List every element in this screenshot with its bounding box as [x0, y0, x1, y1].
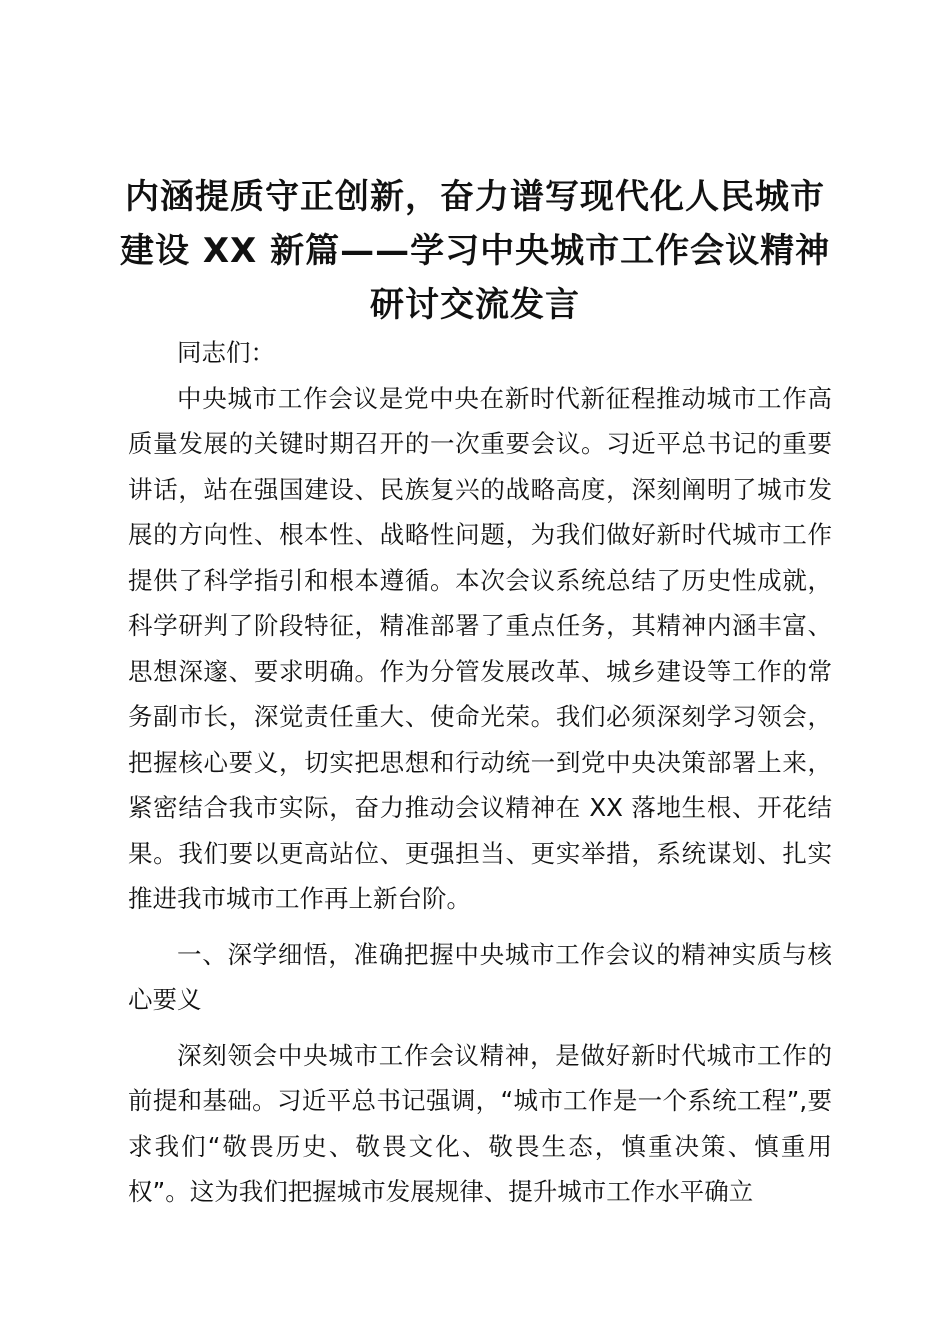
salutation: 同志们： [177, 338, 275, 367]
title-line-1: 内涵提质守正创新，奋力谱写现代化人民城市 [125, 177, 825, 217]
title-line-3: 研讨交流发言 [370, 285, 580, 325]
paragraph-section-1: 深刻领会中央城市工作会议精神，是做好新时代城市工作的前提和基础。习近平总书记强调，“城市工作是一个系统工程”,要求我们“敬畏历史、敬畏文化、敬畏生态，慎重决策、慎重用权”。这为我们把握城市发展规律、提升城市工作水平确立 [128, 1040, 832, 1206]
document-body [128, 330, 832, 1215]
paragraph-intro: 中央城市工作会议是党中央在新时代新征程推动城市工作高质量发展的关键时期召开的一次重要会议。习近平总书记的重要讲话，站在强国建设、民族复兴的战略高度，深刻阐明了城市发展的方向性、根本性、战略性问题，为我们做好新时代城市工作提供了科学指引和根本遵循。本次会议系统总结了历史性成就，科学研判了阶段特征，精准部署了重点任务，其精神内涵丰富、思想深邃、要求明确。作为分管发展改革、城乡建设等工作的常务副市长，深觉责任重大、使命光荣。我们必须深刻学习领会，把握核心要义，切实把思想和行动统一到党中央决策部署上来，紧密结合我市实际，奋力推动会议精神在 XX 落地生根、开花结果。我们要以更高站位、更强担当、更实举措，系统谋划、扎实推进我市城市工作再上新台阶。 [128, 383, 832, 913]
document-title [120, 170, 830, 332]
section-heading-1: 一、深学细悟，准确把握中央城市工作会议的精神实质与核心要义 [128, 939, 832, 1014]
title-line-2: 建设 XX 新篇——学习中央城市工作会议精神 [120, 231, 831, 271]
